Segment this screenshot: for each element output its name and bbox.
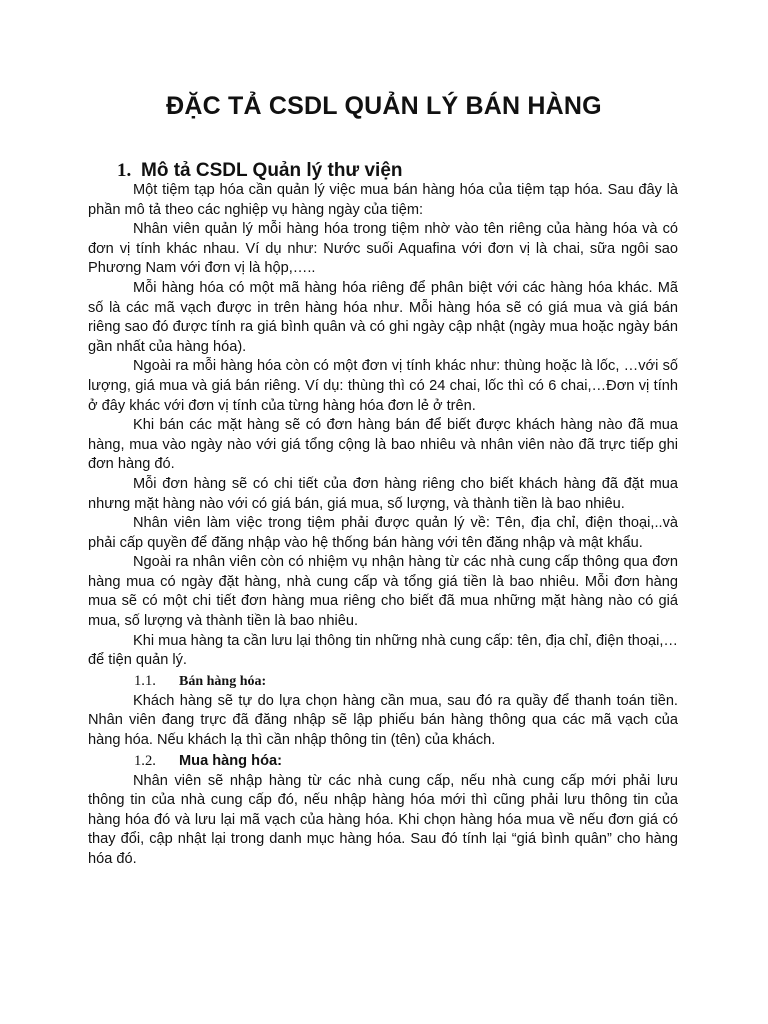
subsection-heading: [134, 671, 678, 692]
paragraph: Khi bán các mặt hàng sẽ có đơn hàng bán để biết được khách hàng nào đã mua hàng, mua vào ngày nào với giá tổng cộng là bao nhiêu và nhân viên nào đã trực tiếp ghi đơn hàng đó.: [88, 417, 678, 473]
document-body: [88, 181, 678, 870]
paragraph: Mỗi hàng hóa có một mã hàng hóa riêng để phân biệt với các hàng hóa khác. Mã số là các mã vạch được in trên hàng hóa như. Mỗi hàng hóa sẽ có giá mua và giá bán riêng sao đó được tính ra giá bình quân và có ghi ngày cập nhật (ngày mua hoặc ngày bán gần nhất của hàng hóa).: [88, 279, 678, 355]
subsection-title: Mua hàng hóa:: [179, 752, 282, 769]
paragraph: Ngoài ra nhân viên còn có nhiệm vụ nhận hàng từ các nhà cung cấp thông qua đơn hàng mua có ngày đặt hàng, nhà cung cấp và tổng giá tiền là bao nhiêu. Mỗi đơn hàng mua sẽ có một chi tiết đơn hàng mua riêng cho biết đã mua những mặt hàng nào có giá mua, số lượng và thành tiền là bao nhiêu.: [88, 554, 678, 630]
paragraph: Khi mua hàng ta cần lưu lại thông tin những nhà cung cấp: tên, địa chỉ, điện thoại,…để tiện quản lý.: [88, 632, 678, 669]
subsection-title: Bán hàng hóa:: [179, 673, 267, 689]
subsection-number: 1.1.: [134, 672, 156, 689]
paragraph: Ngoài ra mỗi hàng hóa còn có một đơn vị tính khác như: thùng hoặc là lốc, …với số lượng, giá mua và giá bán riêng. Ví dụ: thùng thì có 24 chai, lốc thì có 6 chai,…Đơn vị tính ở đây khác với đơn vị tính của từng hàng hóa đơn lẻ ở trên.: [88, 358, 678, 414]
document-title: ĐẶC TẢ CSDL QUẢN LÝ BÁN HÀNG: [166, 92, 602, 120]
subsection-paragraph: Khách hàng sẽ tự do lựa chọn hàng cần mua, sau đó ra quầy để thanh toán tiền. Nhân viên đang trực đã đăng nhập sẽ lập phiếu bán hàng thông qua các mã vạch của hàng hóa. Nếu khách lạ thì cần nhập thông tin (tên) của khách.: [88, 692, 678, 749]
subsection-heading: [134, 751, 678, 772]
paragraph: Nhân viên quản lý mỗi hàng hóa trong tiệm nhờ vào tên riêng của hàng hóa và có đơn vị tính khác nhau. Ví dụ như: Nước suối Aquafina với đơn vị là chai, sữa ngôi sao Phương Nam với đơn vị là hộp,…..: [88, 221, 678, 277]
paragraph: Mỗi đơn hàng sẽ có chi tiết của đơn hàng riêng cho biết khách hàng đã đặt mua nhưng mặt hàng nào với có giá bán, giá mua, số lượng, và thành tiền là bao nhiêu.: [88, 475, 678, 512]
section-heading: [117, 160, 403, 182]
paragraph: Một tiệm tạp hóa cần quản lý việc mua bán hàng hóa của tiệm tạp hóa. Sau đây là phần mô tả theo các nghiệp vụ hàng ngày của tiệm:: [88, 182, 678, 218]
subsection-paragraph: Nhân viên sẽ nhập hàng từ các nhà cung cấp, nếu nhà cung cấp mới phải lưu thông tin của nhà cung cấp đó, nếu nhập hàng hóa mới thì cũng phải lưu thông tin của hàng hóa đó và lưu lại mã vạch của hàng hóa. Khi chọn hàng hóa mua về nếu đơn giá có thay đổi, cập nhật lại trong danh mục hàng hóa. Sau đó tính lại “giá bình quân” cho hàng hóa đó.: [88, 772, 678, 867]
paragraph: Nhân viên làm việc trong tiệm phải được quản lý về: Tên, địa chỉ, điện thoại,..và phải cấp quyền để đăng nhập vào hệ thống bán hàng với tên đăng nhập và mật khẩu.: [88, 515, 678, 551]
section-number: 1.: [117, 160, 132, 181]
subsection-number: 1.2.: [134, 752, 156, 769]
section-title: Mô tả CSDL Quản lý thư viện: [141, 160, 403, 181]
